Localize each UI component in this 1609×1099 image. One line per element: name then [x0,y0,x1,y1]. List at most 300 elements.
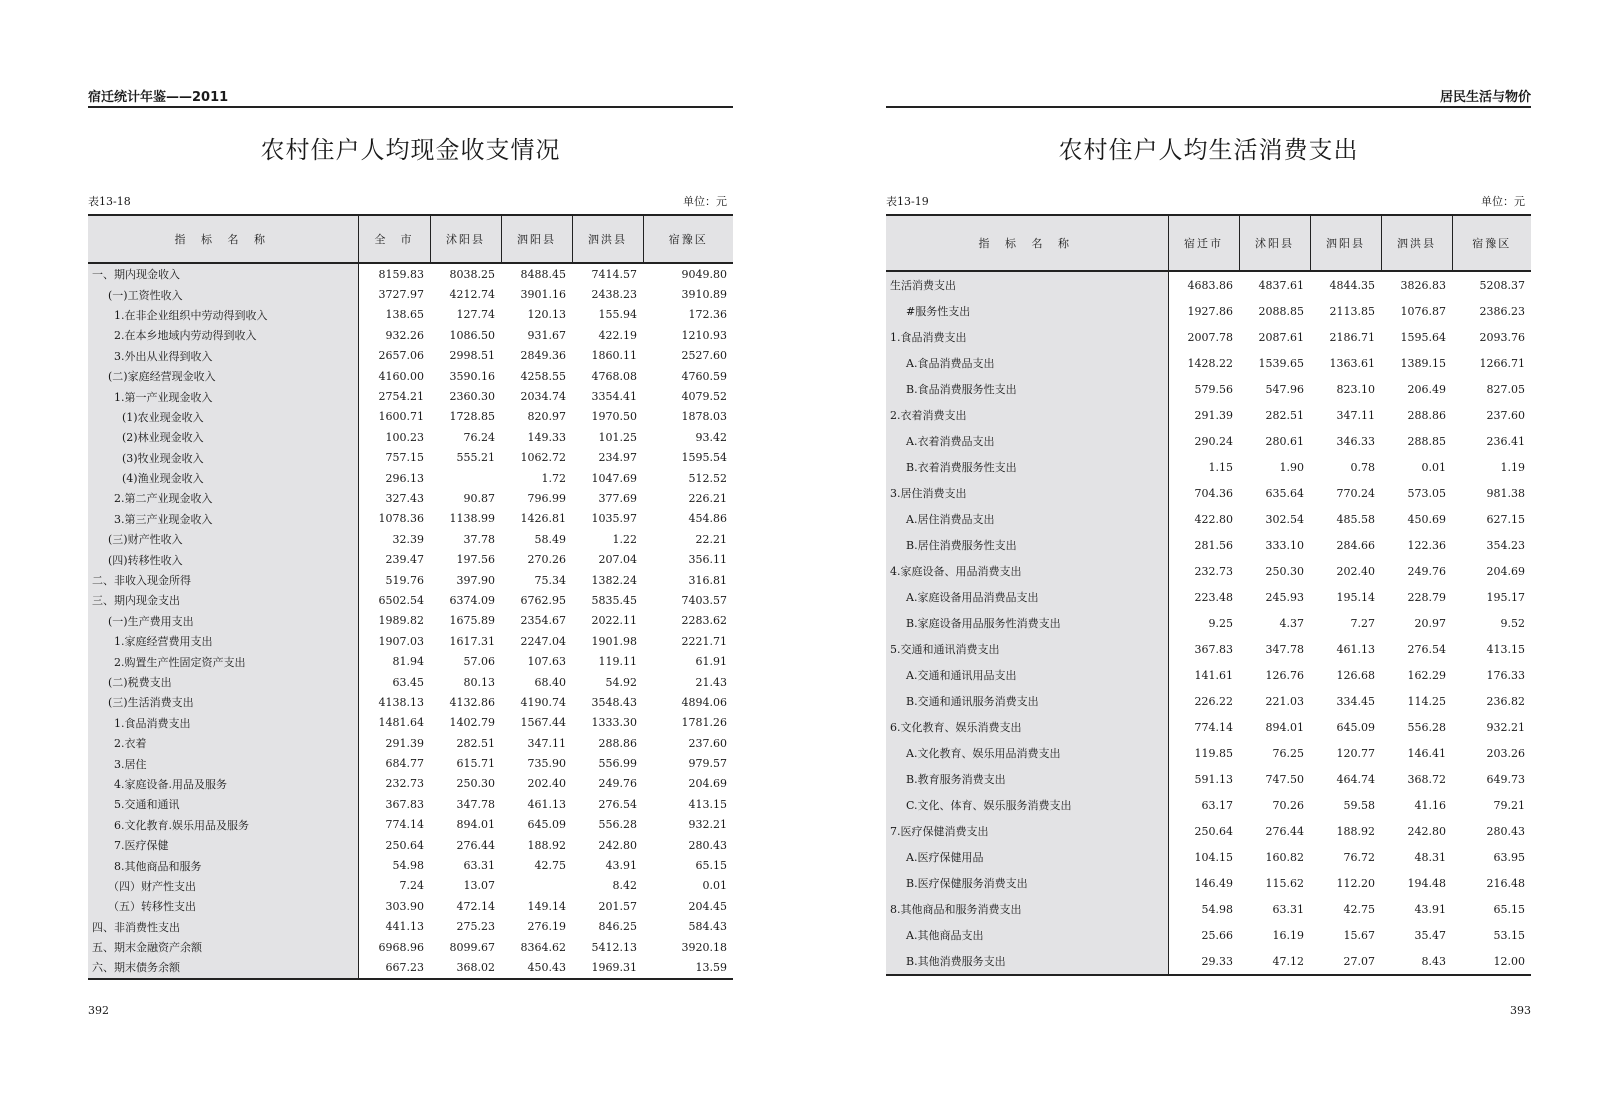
row-label: 3.居住 [88,753,358,773]
table-row [88,488,733,508]
cell-value: 65.15 [695,859,727,873]
row-label: A.食品消费品支出 [886,350,1168,376]
cell-value: 104.15 [1194,850,1233,864]
cell-value: 63.45 [392,675,424,689]
table-row [88,753,733,773]
cell-value: 894.01 [456,818,495,832]
cell-value: 615.71 [456,757,495,771]
table-row [886,298,1531,324]
table-row [886,818,1531,844]
cell-value: 327.43 [385,491,424,505]
cell-value: 202.40 [527,777,566,791]
column-header: 全 市 [358,215,430,263]
table-body [88,263,733,979]
row-label: 三、期内现金支出 [88,590,358,610]
cell-value: 114.25 [1407,694,1446,708]
cell-value: 1426.81 [520,512,566,526]
cell-value: 2247.04 [520,634,566,648]
row-label: 1.第一产业现金收入 [88,386,358,406]
column-header: 沭阳县 [1239,215,1310,271]
cell-value: 1333.30 [591,716,637,730]
cell-value: 2087.61 [1258,330,1304,344]
cell-value: 245.93 [1265,590,1304,604]
cell-value: 368.72 [1407,772,1446,786]
cell-value: 126.68 [1336,668,1375,682]
row-label: #服务性支出 [886,298,1168,324]
table-row [88,407,733,427]
cell-value: 820.97 [527,410,566,424]
cell-value: 8.42 [612,879,637,893]
table-row [886,584,1531,610]
cell-value: 288.86 [598,736,637,750]
cell-value: 280.43 [1486,824,1525,838]
cell-value: 2657.06 [378,349,424,363]
row-label: (四)转移性收入 [88,549,358,569]
cell-value: 1675.89 [449,614,495,628]
cell-value: 413.15 [688,797,727,811]
cell-value: 454.86 [688,512,727,526]
cell-value: 1989.82 [378,614,424,628]
table-title: 农村住户人均现金收支情况 [260,136,561,164]
table-row [886,740,1531,766]
row-label: 8.其他商品和服务消费支出 [886,896,1168,922]
table-row [886,350,1531,376]
cell-value: 932.26 [385,328,424,342]
cell-value: 422.80 [1194,512,1233,526]
row-label: B.医疗保健服务消费支出 [886,870,1168,896]
row-label: 四、非消费性支出 [88,917,358,937]
cell-value: 81.94 [392,655,424,669]
cell-value: 201.57 [598,899,637,913]
table-title: 农村住户人均生活消费支出 [1058,136,1359,164]
cell-value: 63.95 [1493,850,1525,864]
cell-value: 1086.50 [449,328,495,342]
cell-value: 249.76 [1407,564,1446,578]
cell-value: 3354.41 [591,390,637,404]
row-label: A.家庭设备用品消费品支出 [886,584,1168,610]
cell-value: 347.11 [1336,408,1375,422]
row-label: 2.在本乡地域内劳动得到收入 [88,325,358,345]
column-header: 宿迁市 [1168,215,1239,271]
cell-value: 4.37 [1279,616,1304,630]
cell-value: 932.21 [1486,720,1525,734]
cell-value: 4844.35 [1329,278,1375,292]
cell-value: 141.61 [1194,668,1233,682]
cell-value: 774.14 [1194,720,1233,734]
row-label: 2.衣着 [88,733,358,753]
cell-value: 2093.76 [1479,330,1525,344]
row-label: A.其他商品支出 [886,922,1168,948]
cell-value: 1078.36 [378,512,424,526]
cell-value: 334.45 [1336,694,1375,708]
cell-value: 8038.25 [449,267,495,281]
cell-value: 276.19 [527,920,566,934]
table-row [886,454,1531,480]
cell-value: 155.94 [598,308,637,322]
cell-value: 68.40 [534,675,566,689]
table-row [88,366,733,386]
cell-value: 32.39 [392,532,424,546]
cell-value: 120.77 [1336,746,1375,760]
table-row [88,611,733,631]
cell-value: 1878.03 [681,410,727,424]
cell-value: 76.72 [1343,850,1375,864]
row-label: C.文化、体育、娱乐服务消费支出 [886,792,1168,818]
cell-value: 667.23 [385,960,424,974]
row-label: B.居住消费服务性支出 [886,532,1168,558]
cell-value: 176.33 [1486,668,1525,682]
cell-value: 450.69 [1407,512,1446,526]
cell-value: 2186.71 [1329,330,1375,344]
cell-value: 35.47 [1414,928,1446,942]
table-meta [88,193,733,207]
cell-value: 397.90 [456,573,495,587]
table-row [886,558,1531,584]
table-row [886,922,1531,948]
column-header: 指 标 名 称 [886,215,1168,271]
cell-value: 234.97 [598,451,637,465]
cell-value: 21.43 [695,675,727,689]
table-row [88,672,733,692]
cell-value: 464.74 [1336,772,1375,786]
row-label: A.衣着消费品支出 [886,428,1168,454]
table-row [88,733,733,753]
cell-value: 472.14 [456,899,495,913]
cell-value: 1970.50 [591,410,637,424]
cell-value: 43.91 [1414,902,1446,916]
page-number: 392 [88,1004,109,1017]
right-page [804,0,1609,1099]
cell-value: 281.56 [1194,538,1233,552]
table-row [88,427,733,447]
cell-value: 981.38 [1486,486,1525,500]
column-header: 宿豫区 [643,215,733,263]
cell-value: 232.73 [385,777,424,791]
column-header: 泗阳县 [501,215,572,263]
cell-value: 25.66 [1201,928,1233,942]
cell-value: 2386.23 [1479,304,1525,318]
cell-value: 2221.71 [681,634,727,648]
cell-value: 7403.57 [681,593,727,607]
cell-value: 796.99 [527,491,566,505]
cell-value: 282.51 [1265,408,1304,422]
row-label: （五）转移性支出 [88,896,358,916]
column-header: 泗洪县 [1381,215,1452,271]
cell-value: 41.16 [1414,798,1446,812]
cell-value: 579.56 [1194,382,1233,396]
cell-value: 127.74 [456,308,495,322]
cell-value: 4683.86 [1187,278,1233,292]
cell-value: 1567.44 [520,716,566,730]
cell-value: 1.15 [1208,460,1233,474]
table-unit: 单位：元 [1481,195,1525,208]
cell-value: 0.01 [1421,460,1446,474]
cell-value: 76.25 [1272,746,1304,760]
row-label: 六、期末债务余额 [88,957,358,978]
cell-value: 7.27 [1350,616,1375,630]
table-row [886,480,1531,506]
cell-value: 461.13 [527,797,566,811]
cell-value: 627.15 [1486,512,1525,526]
table-row [886,532,1531,558]
cell-value: 354.23 [1486,538,1525,552]
cell-value: 70.26 [1272,798,1304,812]
cell-value: 347.11 [527,736,566,750]
cell-value: 276.44 [456,838,495,852]
cell-value: 645.09 [527,818,566,832]
cell-value: 8364.62 [520,940,566,954]
table-row [88,937,733,957]
row-label: (2)林业现金收入 [88,427,358,447]
row-label: 7.医疗保健消费支出 [886,818,1168,844]
cell-value: 57.06 [463,655,495,669]
table-row [886,714,1531,740]
cell-value: 356.11 [688,553,727,567]
table-row [886,610,1531,636]
cell-value: 0.78 [1350,460,1375,474]
table-row [88,713,733,733]
column-header: 泗洪县 [572,215,643,263]
cell-value: 206.49 [1407,382,1446,396]
cell-value: 2283.62 [681,614,727,628]
row-label: 1.食品消费支出 [88,713,358,733]
column-header: 指 标 名 称 [88,215,358,263]
row-label: (二)家庭经营现金收入 [88,366,358,386]
cell-value: 270.26 [527,553,566,567]
row-label: B.其他消费服务支出 [886,948,1168,975]
row-label: 4.家庭设备、用品消费支出 [886,558,1168,584]
table-row [88,448,733,468]
cell-value: 63.17 [1201,798,1233,812]
cell-value: 126.76 [1265,668,1304,682]
row-label: (4)渔业现金收入 [88,468,358,488]
table-row [88,468,733,488]
row-label: (一)生产费用支出 [88,611,358,631]
cell-value: 2849.36 [520,349,566,363]
cell-value: 1210.93 [681,328,727,342]
cell-value: 573.05 [1407,486,1446,500]
cell-value: 59.58 [1343,798,1375,812]
table-row [88,590,733,610]
cell-value: 250.30 [1265,564,1304,578]
cell-value: 149.33 [527,430,566,444]
cell-value: 202.40 [1336,564,1375,578]
cell-value: 584.43 [688,920,727,934]
cell-value: 512.52 [688,471,727,485]
cell-value: 4160.00 [378,369,424,383]
cell-value: 1907.03 [378,634,424,648]
table-row [88,346,733,366]
row-label: 2.衣着消费支出 [886,402,1168,428]
cell-value: 237.60 [688,736,727,750]
table-row [886,844,1531,870]
cell-value: 1901.98 [591,634,637,648]
cell-value [430,468,501,488]
cell-value: 649.73 [1486,772,1525,786]
cell-value: 54.92 [605,675,637,689]
cell-value: 63.31 [463,859,495,873]
table-unit: 单位：元 [683,195,727,208]
table-row [88,325,733,345]
cell-value: 735.90 [527,757,566,771]
cell-value: 2113.85 [1329,304,1375,318]
cell-value: 76.24 [463,430,495,444]
cell-value: 242.80 [1407,824,1446,838]
cell-value: 4258.55 [520,369,566,383]
cell-value: 22.21 [695,532,727,546]
cell-value: 555.21 [456,451,495,465]
cell-value: 1595.64 [1400,330,1446,344]
cell-value: 223.48 [1194,590,1233,604]
cell-value: 204.69 [1486,564,1525,578]
table-row [886,948,1531,975]
cell-value: 3826.83 [1400,278,1446,292]
cell-value: 291.39 [1194,408,1233,422]
table-row [88,549,733,569]
cell-value: 774.14 [385,818,424,832]
cell-value: 1.19 [1500,460,1525,474]
cell-value: 931.67 [527,328,566,342]
cell-value: 29.33 [1201,954,1233,968]
cell-value: 42.75 [534,859,566,873]
cell-value: 47.12 [1272,954,1304,968]
cell-value: 1138.99 [449,512,495,526]
cell-value: 556.28 [598,818,637,832]
row-label: 6.文化教育.娱乐用品及服务 [88,815,358,835]
row-label: 4.家庭设备.用品及服务 [88,774,358,794]
table-row [88,896,733,916]
cell-value: 172.36 [688,308,727,322]
column-header: 泗阳县 [1310,215,1381,271]
table-row [88,509,733,529]
cell-value: 54.98 [1201,902,1233,916]
cell-value: 216.48 [1486,876,1525,890]
cell-value: 1.22 [612,532,637,546]
cell-value: 770.24 [1336,486,1375,500]
row-label: B.教育服务消费支出 [886,766,1168,792]
cell-value: 207.04 [598,553,637,567]
cell-value: 1781.26 [681,716,727,730]
cell-value: 4212.74 [449,288,495,302]
cell-value: 8159.83 [378,267,424,281]
table-row [886,636,1531,662]
cell-value: 4760.59 [681,369,727,383]
cell-value: 635.64 [1265,486,1304,500]
cell-value: 1539.65 [1258,356,1304,370]
cell-value: 284.66 [1336,538,1375,552]
cell-value: 2354.67 [520,614,566,628]
cell-value: 747.50 [1265,772,1304,786]
cell-value: 1595.54 [681,451,727,465]
table-row [88,957,733,978]
row-label: 二、非收入现金所得 [88,570,358,590]
running-header: 居民生活与物价 [886,86,1531,108]
cell-value: 2527.60 [681,349,727,363]
cell-value: 7414.57 [591,267,637,281]
cell-value: 4768.08 [591,369,637,383]
cell-value: 2998.51 [449,349,495,363]
row-label: B.家庭设备用品服务性消费支出 [886,610,1168,636]
cell-value: 27.07 [1343,954,1375,968]
cell-value: 101.25 [598,430,637,444]
row-label: 1.家庭经营费用支出 [88,631,358,651]
row-label: 3.外出从业得到收入 [88,346,358,366]
cell-value: 122.36 [1407,538,1446,552]
table-body [886,271,1531,975]
cell-value: 2360.30 [449,390,495,404]
cell-value: 6502.54 [378,593,424,607]
cell-value: 368.02 [456,960,495,974]
cell-value: 107.63 [527,655,566,669]
cell-value: 461.13 [1336,642,1375,656]
cell-value: 250.30 [456,777,495,791]
cell-value: 1402.79 [449,716,495,730]
table-header-row [886,215,1531,271]
cell-value: 4138.13 [378,695,424,709]
cell-value: 195.17 [1486,590,1525,604]
cell-value: 13.07 [463,879,495,893]
cell-value: 120.13 [527,308,566,322]
table-row [886,792,1531,818]
row-label: (三)财产性收入 [88,529,358,549]
row-label: 五、期末金融资产余额 [88,937,358,957]
cell-value: 1600.71 [378,410,424,424]
table-row [886,766,1531,792]
table-row [88,835,733,855]
cell-value: 8099.67 [449,940,495,954]
cell-value: 280.61 [1265,434,1304,448]
row-label: A.医疗保健用品 [886,844,1168,870]
cell-value: 5835.45 [591,593,637,607]
cell-value: 204.69 [688,777,727,791]
cell-value: 1927.86 [1187,304,1233,318]
table-row [886,376,1531,402]
cell-value: 846.25 [598,920,637,934]
cell-value: 1266.71 [1479,356,1525,370]
cell-value: 93.42 [695,430,727,444]
row-label: (一)工资性收入 [88,284,358,304]
cell-value: 63.31 [1272,902,1304,916]
cell-value: 367.83 [1194,642,1233,656]
cell-value: 757.15 [385,451,424,465]
cell-value: 0.01 [702,879,727,893]
cell-value: 80.13 [463,675,495,689]
row-label: (三)生活消费支出 [88,692,358,712]
cell-value: 197.56 [456,553,495,567]
cell-value: 280.43 [688,838,727,852]
cell-value: 112.20 [1336,876,1375,890]
row-label: 5.交通和通讯 [88,794,358,814]
cell-value: 3590.16 [449,369,495,383]
row-label: (3)牧业现金收入 [88,448,358,468]
cell-value: 221.03 [1265,694,1304,708]
cell-value: 1062.72 [520,451,566,465]
cell-value: 302.54 [1265,512,1304,526]
row-label: 5.交通和通讯消费支出 [886,636,1168,662]
table-row [88,774,733,794]
row-label: 8.其他商品和服务 [88,855,358,875]
cell-value: 1969.31 [591,960,637,974]
cell-value: 100.23 [385,430,424,444]
table-row [88,284,733,304]
cell-value: 2088.85 [1258,304,1304,318]
row-label: B.食品消费服务性支出 [886,376,1168,402]
cell-value: 3901.16 [520,288,566,302]
cell-value: 42.75 [1343,902,1375,916]
cell-value: 519.76 [385,573,424,587]
cell-value: 162.29 [1407,668,1446,682]
cell-value: 194.48 [1407,876,1446,890]
